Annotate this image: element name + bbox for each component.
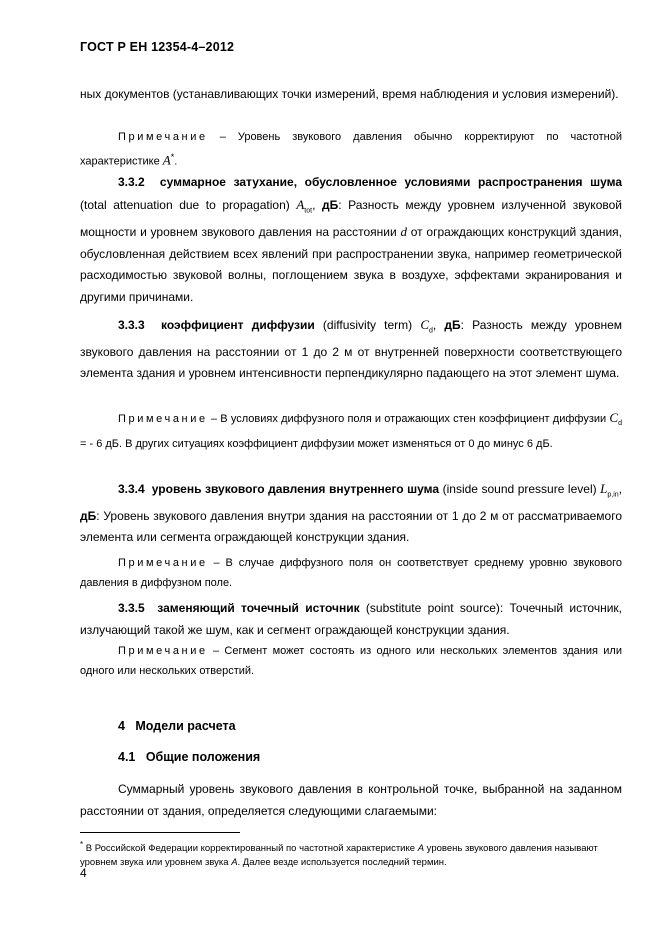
clause-number: 3.3.5 bbox=[118, 601, 145, 615]
definition-3-3-3: 3.3.3 коэффициент диффузии (diffusivity term) $C_d$, дБ: Разность между уровнем звукового давления на расстоянии от 1 до 2 м от внутренней поверхности соответствующего элемента здания и уровнем интенсивности перпендикулярно падающего на этот элемент шума. bbox=[80, 317, 623, 381]
section-number: 4 bbox=[118, 719, 125, 733]
definition-3-3-4: 3.3.4 уровень звукового давления внутреннего шума (inside sound pressure level) $L_{p,in}$, дБ: Уровень звукового давления внутри здания на расстоянии от 1 до 2 м от рассматриваемого элемента или сегмента ограждающей конструкции здания. bbox=[80, 481, 623, 545]
note-label: Примечание bbox=[118, 645, 208, 657]
term: суммарное затухание, обусловленное условиями распространения шума bbox=[159, 175, 623, 189]
section-4-heading bbox=[80, 719, 622, 733]
term: коэффициент диффузии bbox=[160, 318, 315, 332]
section-4-1-heading bbox=[80, 750, 622, 764]
section-title: Модели расчета bbox=[135, 719, 236, 733]
note-label: Примечание bbox=[118, 557, 208, 569]
section-4-1-paragraph: Суммарный уровень звукового давления в контрольной точке, выбранной на заданном расстоянии от здания, определяется следующими слагаемыми: bbox=[80, 782, 622, 818]
clause-number: 3.3.3 bbox=[118, 318, 145, 332]
intro-paragraph: ных документов (устанавливающих точки измерений, время наблюдения и условия измерений). bbox=[80, 87, 619, 101]
note-label: Примечание bbox=[118, 413, 208, 425]
note-label: Примечание bbox=[118, 131, 208, 143]
document-header: ГОСТ Р ЕН 12354-4–2012 bbox=[80, 40, 235, 54]
footnote: * В Российской Федерации корректированный по частотной характеристике A уровень звукового давления называют уровнем звука или уровнем звука A. Далее везде используется последний термин. bbox=[80, 840, 598, 868]
note-4: Примечание – Сегмент может состоять из одного или нескольких элементов здания или одного или нескольких отверстий. bbox=[80, 645, 622, 677]
term: уровень звукового давления внутреннего шума bbox=[151, 482, 440, 496]
page-number: 4 bbox=[80, 866, 87, 880]
note-3: Примечание – В случае диффузного поля он соответствует среднему уровню звукового давления в диффузном поле. bbox=[80, 557, 622, 589]
definition-3-3-5: 3.3.5 заменяющий точечный источник (substitute point source): Точечный источник, излучающий такой же шум, как и сегмент ограждающей конструкции здания. bbox=[80, 601, 623, 637]
section-number: 4.1 bbox=[118, 750, 136, 764]
section-title: Общие положения bbox=[145, 750, 261, 764]
clause-number: 3.3.4 bbox=[118, 482, 145, 496]
clause-number: 3.3.2 bbox=[118, 175, 145, 189]
term: заменяющий точечный источник bbox=[157, 601, 360, 615]
note-1: Примечание – Уровень звукового давления обычно корректируют по частотной характеристике A*. bbox=[80, 131, 622, 168]
footnote-divider bbox=[80, 832, 240, 833]
footnote-mark: * bbox=[80, 840, 84, 849]
note-2: Примечание – В условиях диффузного поля и отражающих стен коэффициент диффузии $C_d$ = - 6 дБ. В других ситуациях коэффициент диффузии может изменяться от 0 до минус 6 дБ. bbox=[80, 410, 622, 451]
definition-3-3-2: 3.3.2 суммарное затухание, обусловленное условиями распространения шума (total attenuation due to propagation) $A_{tot}$, дБ: Разность между уровнем излученной звуковой мощности и уровнем звукового давления на расстоянии d от ограждающих конструкций здания, обусловленная действием всех явлений при распространении звука, например геометрической расходимостью звуковой волны, поглощением звука в воздухе, эффектами экранирования и другими причинами. bbox=[80, 175, 623, 304]
